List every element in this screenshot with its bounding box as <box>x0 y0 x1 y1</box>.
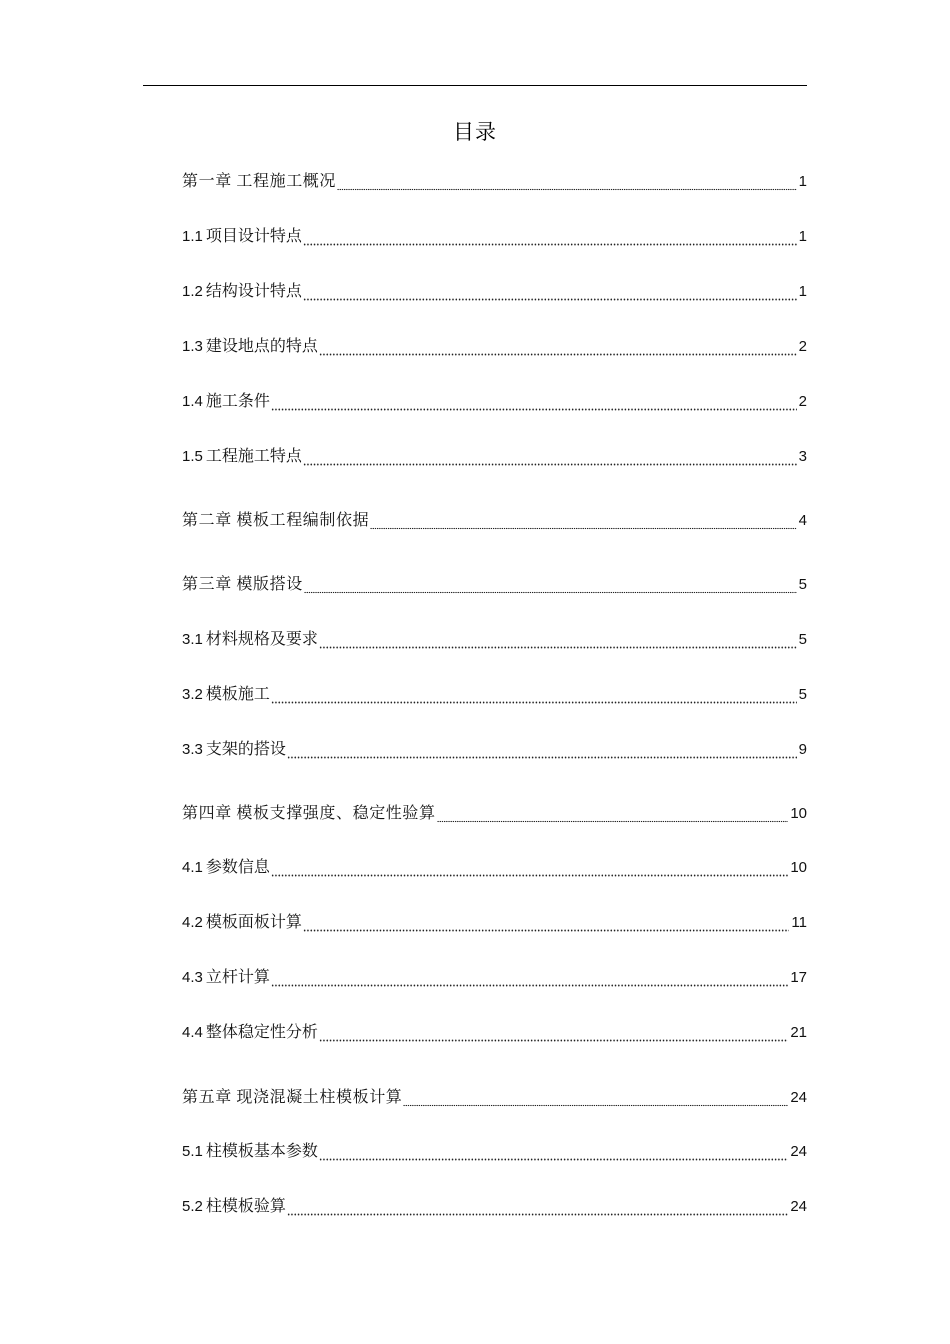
toc-entry-label: 第五章 现浇混凝土柱模板计算 <box>182 1089 403 1106</box>
toc-entry-1-3[interactable] <box>182 335 807 357</box>
toc-entry-4-3[interactable] <box>182 966 807 988</box>
toc-entry-label: 参数信息 <box>205 859 270 876</box>
toc-entry-number: 1.3 <box>182 338 203 355</box>
toc-entry-page: 24 <box>790 1143 807 1160</box>
toc-entry-label: 柱模板验算 <box>205 1198 286 1215</box>
toc-entry-label: 第三章 模版搭设 <box>182 576 303 593</box>
dot-leader <box>303 913 790 933</box>
toc-entry-page: 4 <box>798 512 807 529</box>
toc-entry-page: 11 <box>791 914 807 931</box>
dot-leader <box>287 740 797 760</box>
toc-entry-label: 模板施工 <box>205 686 270 703</box>
toc-entry-number: 4.3 <box>182 969 203 986</box>
toc-entry-label: 第四章 模板支撑强度、稳定性验算 <box>182 805 436 822</box>
toc-entry-page: 21 <box>790 1024 807 1041</box>
toc-entry-page: 10 <box>790 805 807 822</box>
toc-entry-chapter-3[interactable] <box>182 573 807 595</box>
toc-entry-page: 24 <box>790 1198 807 1215</box>
toc-entry-label: 材料规格及要求 <box>205 631 318 648</box>
toc-entry-3-2[interactable] <box>182 683 807 705</box>
toc-entry-page: 17 <box>790 969 807 986</box>
toc-entry-label: 建设地点的特点 <box>205 338 318 355</box>
dot-leader <box>271 858 788 878</box>
dot-leader <box>319 1023 788 1043</box>
toc-entry-number: 4.4 <box>182 1024 203 1041</box>
toc-entry-label: 工程施工特点 <box>205 448 302 465</box>
toc-entry-3-3[interactable] <box>182 738 807 760</box>
dot-leader <box>271 968 788 988</box>
toc-entry-page: 1 <box>798 228 807 245</box>
dot-leader <box>303 282 797 302</box>
toc-entry-1-2[interactable] <box>182 280 807 302</box>
toc-entry-chapter-5[interactable] <box>182 1086 807 1108</box>
toc-entry-5-1[interactable] <box>182 1140 807 1162</box>
toc-entry-page: 5 <box>798 686 807 703</box>
toc-entry-label: 施工条件 <box>205 393 270 410</box>
toc-entry-5-2[interactable] <box>182 1195 807 1217</box>
toc-entry-4-1[interactable] <box>182 856 807 878</box>
toc-entry-label: 立杆计算 <box>205 969 270 986</box>
toc-entry-number: 3.1 <box>182 631 203 648</box>
toc-entry-page: 5 <box>798 631 807 648</box>
toc-entry-chapter-1[interactable] <box>182 170 807 192</box>
toc-entry-number: 3.2 <box>182 686 203 703</box>
toc-entry-number: 5.1 <box>182 1143 203 1160</box>
toc-entry-page: 2 <box>798 338 807 355</box>
dot-leader <box>287 1197 788 1217</box>
toc-entry-number: 1.1 <box>182 228 203 245</box>
dot-leader <box>319 337 797 357</box>
toc-entry-chapter-2[interactable] <box>182 509 807 531</box>
toc-entry-page: 1 <box>798 283 807 300</box>
toc-entry-label: 项目设计特点 <box>205 228 302 245</box>
toc-entry-4-2[interactable] <box>182 911 807 933</box>
dot-leader <box>437 804 789 824</box>
dot-leader <box>271 392 797 412</box>
toc-entry-label: 支架的搭设 <box>205 741 286 758</box>
header-rule <box>143 85 807 86</box>
toc-entry-label: 结构设计特点 <box>205 283 302 300</box>
toc-entry-number: 5.2 <box>182 1198 203 1215</box>
toc-entry-label: 整体稳定性分析 <box>205 1024 318 1041</box>
dot-leader <box>337 172 797 192</box>
toc-entry-page: 2 <box>798 393 807 410</box>
toc-entry-page: 5 <box>798 576 807 593</box>
toc-entry-label: 第一章 工程施工概况 <box>182 173 337 190</box>
dot-leader <box>319 630 797 650</box>
toc-entry-label: 第二章 模板工程编制依据 <box>182 512 370 529</box>
toc-entry-number: 1.5 <box>182 448 203 465</box>
toc-entry-number: 4.2 <box>182 914 203 931</box>
toc-entry-page: 24 <box>790 1089 807 1106</box>
dot-leader <box>271 685 797 705</box>
toc-entry-number: 1.2 <box>182 283 203 300</box>
toc-entry-page: 1 <box>798 173 807 190</box>
dot-leader <box>370 511 796 531</box>
toc-entry-label: 模板面板计算 <box>205 914 302 931</box>
dot-leader <box>304 575 797 595</box>
toc-entry-4-4[interactable] <box>182 1021 807 1043</box>
toc-entry-number: 3.3 <box>182 741 203 758</box>
toc-entry-chapter-4[interactable] <box>182 802 807 824</box>
toc-entry-number: 1.4 <box>182 393 203 410</box>
dot-leader <box>303 447 797 467</box>
toc-entry-1-4[interactable] <box>182 390 807 412</box>
toc-entry-page: 3 <box>798 448 807 465</box>
dot-leader <box>319 1142 788 1162</box>
toc-entry-number: 4.1 <box>182 859 203 876</box>
toc-entry-3-1[interactable] <box>182 628 807 650</box>
toc-entry-page: 9 <box>798 741 807 758</box>
toc-entry-1-5[interactable] <box>182 445 807 467</box>
toc-entry-1-1[interactable] <box>182 225 807 247</box>
toc-title: 目录 <box>453 120 497 144</box>
dot-leader <box>403 1088 788 1108</box>
toc-entry-label: 柱模板基本参数 <box>205 1143 318 1160</box>
toc-entry-page: 10 <box>790 859 807 876</box>
dot-leader <box>303 227 797 247</box>
